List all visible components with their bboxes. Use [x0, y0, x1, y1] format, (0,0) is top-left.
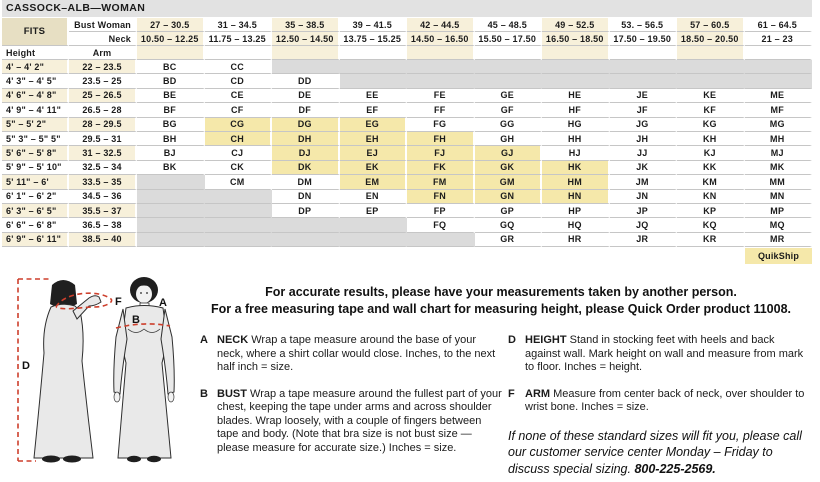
arm-cell: 31 – 32.5 [69, 146, 137, 160]
size-cell-unavailable [137, 204, 205, 218]
header-spacer-cell [407, 46, 475, 60]
definition-item [200, 388, 504, 456]
size-cell: GH [475, 132, 543, 146]
size-cell: EP [340, 204, 408, 218]
table-row [2, 74, 812, 88]
bust-range-cell: 31 – 34.5 [205, 18, 273, 32]
bust-woman-label: Bust Woman [69, 18, 137, 32]
size-cell: KK [677, 161, 745, 175]
size-cell-unavailable [205, 218, 273, 232]
size-cell: DF [272, 103, 340, 117]
size-cell: DD [272, 74, 340, 88]
front-figure-shoe [147, 456, 161, 462]
size-cell: BE [137, 89, 205, 103]
definition-item [508, 388, 812, 415]
neck-row [2, 32, 812, 46]
size-cell: GF [475, 103, 543, 117]
size-cell-unavailable [407, 74, 475, 88]
header-spacer-cell [677, 46, 745, 60]
size-cell-quickship: CG [205, 118, 273, 132]
size-cell-unavailable [745, 74, 813, 88]
header-spacer-cell [205, 46, 273, 60]
size-cell: CC [205, 60, 273, 74]
arm-cell: 35.5 – 37 [69, 204, 137, 218]
size-cell: JE [610, 89, 678, 103]
arm-cell: 34.5 – 36 [69, 190, 137, 204]
bust-range-cell: 39 – 41.5 [340, 18, 408, 32]
height-cell: 5' 11" – 6' [2, 175, 69, 189]
size-cell-unavailable [340, 74, 408, 88]
size-cell-quickship: DK [272, 161, 340, 175]
size-cell: CJ [205, 146, 273, 160]
neck-range-cell: 15.50 – 17.50 [475, 32, 543, 46]
size-cell: HJ [542, 146, 610, 160]
definitions-right [508, 334, 812, 477]
size-cell-unavailable [745, 60, 813, 74]
size-cell-unavailable [475, 74, 543, 88]
bust-range-cell: 49 – 52.5 [542, 18, 610, 32]
size-cell: JQ [610, 218, 678, 232]
definition-item [200, 334, 504, 375]
table-row [2, 175, 812, 189]
definition-letter: A [200, 334, 208, 346]
size-cell: MH [745, 132, 813, 146]
neck-range-cell: 17.50 – 19.50 [610, 32, 678, 46]
neck-range-cell: 13.75 – 15.25 [340, 32, 408, 46]
size-cell-quickship: FH [407, 132, 475, 146]
size-cell: MG [745, 118, 813, 132]
arm-cell: 26.5 – 28 [69, 103, 137, 117]
neck-range-cell: 12.50 – 14.50 [272, 32, 340, 46]
size-cell: BG [137, 118, 205, 132]
size-cell: DE [272, 89, 340, 103]
table-row [2, 218, 812, 232]
height-cell: 5' 6" – 5' 8" [2, 146, 69, 160]
table-row [2, 118, 812, 132]
height-cell: 4' 9" – 4' 11" [2, 103, 69, 117]
size-cell: EE [340, 89, 408, 103]
size-cell: FQ [407, 218, 475, 232]
height-cell: 5" 3" – 5" 5" [2, 132, 69, 146]
arm-cell: 28 – 29.5 [69, 118, 137, 132]
header-spacer-cell [745, 46, 813, 60]
size-cell: BK [137, 161, 205, 175]
size-cell: KH [677, 132, 745, 146]
size-cell: MJ [745, 146, 813, 160]
size-cell-quickship: GM [475, 175, 543, 189]
arm-cell: 23.5 – 25 [69, 74, 137, 88]
height-label: Height [2, 46, 69, 60]
size-cell: CF [205, 103, 273, 117]
size-cell-unavailable [677, 60, 745, 74]
size-cell-unavailable [677, 74, 745, 88]
size-cell: JJ [610, 146, 678, 160]
size-cell-unavailable [610, 74, 678, 88]
size-cell-unavailable [205, 204, 273, 218]
size-cell-unavailable [205, 190, 273, 204]
size-cell: HE [542, 89, 610, 103]
size-cell-quickship: EH [340, 132, 408, 146]
height-cell: 6' 9" – 6' 11" [2, 233, 69, 247]
size-cell: KE [677, 89, 745, 103]
size-cell: EN [340, 190, 408, 204]
definitions-right-list [508, 334, 812, 415]
size-cell: BC [137, 60, 205, 74]
size-cell-unavailable [272, 60, 340, 74]
definition-term: ARM [525, 387, 551, 400]
front-figure-hand [168, 392, 174, 402]
figure-bust-label: B [132, 314, 140, 326]
size-cell: ME [745, 89, 813, 103]
size-cell-unavailable [475, 60, 543, 74]
height-cell: 5' 9" – 5' 10" [2, 161, 69, 175]
neck-range-cell: 18.50 – 20.50 [677, 32, 745, 46]
size-cell: GQ [475, 218, 543, 232]
header-spacer-cell [542, 46, 610, 60]
neck-range-cell: 14.50 – 16.50 [407, 32, 475, 46]
front-figure-shoe [127, 456, 141, 462]
arm-cell: 29.5 – 31 [69, 132, 137, 146]
fits-label: FITS [2, 18, 69, 46]
size-cell: JP [610, 204, 678, 218]
intro-line-2: For a free measuring tape and wall chart for measuring height, please Quick Order product 11008. [210, 302, 792, 316]
size-table-body [2, 60, 812, 247]
figure-arm-label: F [115, 296, 122, 308]
size-cell-quickship: HM [542, 175, 610, 189]
size-cell-unavailable [407, 60, 475, 74]
size-cell: HH [542, 132, 610, 146]
quikship-row [2, 247, 812, 265]
size-cell: JG [610, 118, 678, 132]
figure-height-label: D [22, 360, 30, 372]
size-cell: HF [542, 103, 610, 117]
size-cell: FE [407, 89, 475, 103]
size-cell-quickship: GN [475, 190, 543, 204]
size-cell: CE [205, 89, 273, 103]
definition-term: HEIGHT [525, 334, 567, 346]
bust-range-cell: 35 – 38.5 [272, 18, 340, 32]
header-spacer-cell [475, 46, 543, 60]
size-cell-quickship: GK [475, 161, 543, 175]
definition-text: NECK Wrap a tape measure around the base of your neck, where a shirt collar would close. Inches, to the next half inch = size. [217, 334, 496, 373]
bust-range-cell: 27 – 30.5 [137, 18, 205, 32]
neck-label: Neck [69, 32, 137, 46]
size-cell-quickship: DJ [272, 146, 340, 160]
size-cell: GP [475, 204, 543, 218]
height-arm-row [2, 46, 812, 60]
size-cell-unavailable [407, 233, 475, 247]
definition-item [508, 334, 812, 375]
size-cell: DP [272, 204, 340, 218]
definition-term: BUST [217, 387, 247, 400]
arm-cell: 32.5 – 34 [69, 161, 137, 175]
size-cell: BJ [137, 146, 205, 160]
header-spacer-cell [340, 46, 408, 60]
back-figure [34, 280, 112, 463]
size-cell: JR [610, 233, 678, 247]
arm-cell: 33.5 – 35 [69, 175, 137, 189]
bust-row [2, 18, 812, 32]
header-spacer-cell [272, 46, 340, 60]
size-cell-quickship: GJ [475, 146, 543, 160]
size-cell-quickship: HK [542, 161, 610, 175]
size-cell: MR [745, 233, 813, 247]
front-figure-eye [146, 292, 148, 294]
table-row [2, 146, 812, 160]
definition-term: NECK [217, 334, 249, 346]
size-cell: MN [745, 190, 813, 204]
size-cell-unavailable [137, 175, 205, 189]
back-figure-shoe [42, 456, 60, 463]
size-cell-quickship: HN [542, 190, 610, 204]
size-cell: MQ [745, 218, 813, 232]
size-cell: HP [542, 204, 610, 218]
height-cell: 6' 3" – 6' 5" [2, 204, 69, 218]
size-cell: CM [205, 175, 273, 189]
arm-label: Arm [69, 46, 137, 60]
size-cell-unavailable [610, 60, 678, 74]
size-cell: CK [205, 161, 273, 175]
intro-text [190, 284, 812, 318]
size-cell: MP [745, 204, 813, 218]
size-cell: DM [272, 175, 340, 189]
size-cell: HG [542, 118, 610, 132]
size-cell: GG [475, 118, 543, 132]
header-spacer-cell [137, 46, 205, 60]
front-figure-face [136, 285, 152, 303]
size-cell: JF [610, 103, 678, 117]
special-sizing-text: If none of these standard sizes will fit you, please call our customer service center Monday – Friday to discuss special sizing. [508, 428, 802, 476]
neck-range-cell: 11.75 – 13.25 [205, 32, 273, 46]
size-cell-unavailable [542, 60, 610, 74]
size-cell: FG [407, 118, 475, 132]
bust-range-cell: 57 – 60.5 [677, 18, 745, 32]
size-cell-quickship: FJ [407, 146, 475, 160]
size-cell-unavailable [137, 233, 205, 247]
size-cell-unavailable [272, 218, 340, 232]
size-cell: DN [272, 190, 340, 204]
definition-letter: F [508, 387, 515, 400]
size-cell: KM [677, 175, 745, 189]
size-cell-quickship: FM [407, 175, 475, 189]
table-row [2, 204, 812, 218]
size-cell: BD [137, 74, 205, 88]
definition-letter: B [200, 387, 208, 400]
size-cell: JM [610, 175, 678, 189]
definition-text: BUST Wrap a tape measure around the fullest part of your chest, keeping the tape under arms and across shoulder blades. Wrap loosely, with a couple of fingers between tape and body. (Note that bra size is not bust size — please measure for accurate size.) Inches = size. [217, 387, 502, 454]
size-cell-quickship: EG [340, 118, 408, 132]
quikship-badge: QuikShip [745, 248, 812, 264]
size-cell-quickship: FK [407, 161, 475, 175]
size-cell: JN [610, 190, 678, 204]
figure-neck-label: A [159, 297, 167, 309]
chart-title: CASSOCK–ALB—WOMAN [2, 0, 812, 17]
size-cell-unavailable [205, 233, 273, 247]
size-chart [2, 0, 812, 265]
front-figure-hand [114, 392, 120, 402]
size-cell-quickship: DH [272, 132, 340, 146]
size-cell: JH [610, 132, 678, 146]
table-row [2, 89, 812, 103]
size-cell-unavailable [340, 218, 408, 232]
arm-cell: 38.5 – 40 [69, 233, 137, 247]
size-cell: KJ [677, 146, 745, 160]
front-figure-eye [140, 292, 142, 294]
table-row [2, 103, 812, 117]
size-cell: FF [407, 103, 475, 117]
height-cell: 5" – 5' 2" [2, 118, 69, 132]
size-cell: MK [745, 161, 813, 175]
back-figure-shoe [63, 456, 81, 463]
size-cell: KF [677, 103, 745, 117]
height-cell: 4' 3" – 4' 5" [2, 74, 69, 88]
header-spacer-cell [610, 46, 678, 60]
special-sizing-note [508, 428, 812, 478]
size-cell-quickship: FN [407, 190, 475, 204]
size-cell-quickship: EM [340, 175, 408, 189]
table-row [2, 60, 812, 74]
bust-range-cell: 61 – 64.5 [745, 18, 813, 32]
size-cell-unavailable [272, 233, 340, 247]
measurement-figure-illustration [6, 277, 200, 479]
size-cell: KQ [677, 218, 745, 232]
size-cell-unavailable [137, 190, 205, 204]
arm-cell: 25 – 26.5 [69, 89, 137, 103]
size-cell: GR [475, 233, 543, 247]
definition-text: ARM Measure from center back of neck, over shoulder to wrist bone. Inches = size. [525, 387, 805, 413]
neck-range-cell: 10.50 – 12.25 [137, 32, 205, 46]
bust-range-cell: 53. – 56.5 [610, 18, 678, 32]
table-row [2, 233, 812, 247]
size-cell: HQ [542, 218, 610, 232]
size-cell-quickship: DG [272, 118, 340, 132]
arm-cell: 22 – 23.5 [69, 60, 137, 74]
size-cell: BF [137, 103, 205, 117]
size-cell: CD [205, 74, 273, 88]
size-cell: MF [745, 103, 813, 117]
table-row [2, 161, 812, 175]
height-cell: 6' 6" – 6' 8" [2, 218, 69, 232]
size-cell-unavailable [137, 218, 205, 232]
size-cell: KP [677, 204, 745, 218]
size-cell: KN [677, 190, 745, 204]
definitions-left [200, 334, 504, 468]
size-cell-unavailable [340, 60, 408, 74]
size-cell: EF [340, 103, 408, 117]
height-cell: 4' 6" – 4' 8" [2, 89, 69, 103]
size-cell-quickship: CH [205, 132, 273, 146]
table-row [2, 132, 812, 146]
table-row [2, 190, 812, 204]
back-figure-robe [34, 304, 93, 458]
size-cell-unavailable [340, 233, 408, 247]
size-cell: GE [475, 89, 543, 103]
special-sizing-phone: 800-225-2569. [634, 461, 716, 476]
size-table [2, 18, 812, 247]
size-cell: KG [677, 118, 745, 132]
size-cell: BH [137, 132, 205, 146]
size-cell-quickship: EK [340, 161, 408, 175]
size-cell: MM [745, 175, 813, 189]
size-cell: KR [677, 233, 745, 247]
neck-range-cell: 16.50 – 18.50 [542, 32, 610, 46]
size-cell: HR [542, 233, 610, 247]
size-cell-unavailable [542, 74, 610, 88]
size-cell: JK [610, 161, 678, 175]
intro-line-1: For accurate results, please have your measurements taken by another person. [265, 285, 737, 299]
definition-letter: D [508, 334, 516, 346]
height-cell: 6' 1" – 6' 2" [2, 190, 69, 204]
height-cell: 4' – 4' 2" [2, 60, 69, 74]
definition-text: HEIGHT Stand in stocking feet with heels and back against wall. Mark height on wall and measure from mark to floor. Inches = height. [525, 334, 804, 373]
arm-cell: 36.5 – 38 [69, 218, 137, 232]
bust-range-cell: 45 – 48.5 [475, 18, 543, 32]
neck-range-cell: 21 – 23 [745, 32, 813, 46]
bust-range-cell: 42 – 44.5 [407, 18, 475, 32]
size-cell-quickship: EJ [340, 146, 408, 160]
size-cell: FP [407, 204, 475, 218]
